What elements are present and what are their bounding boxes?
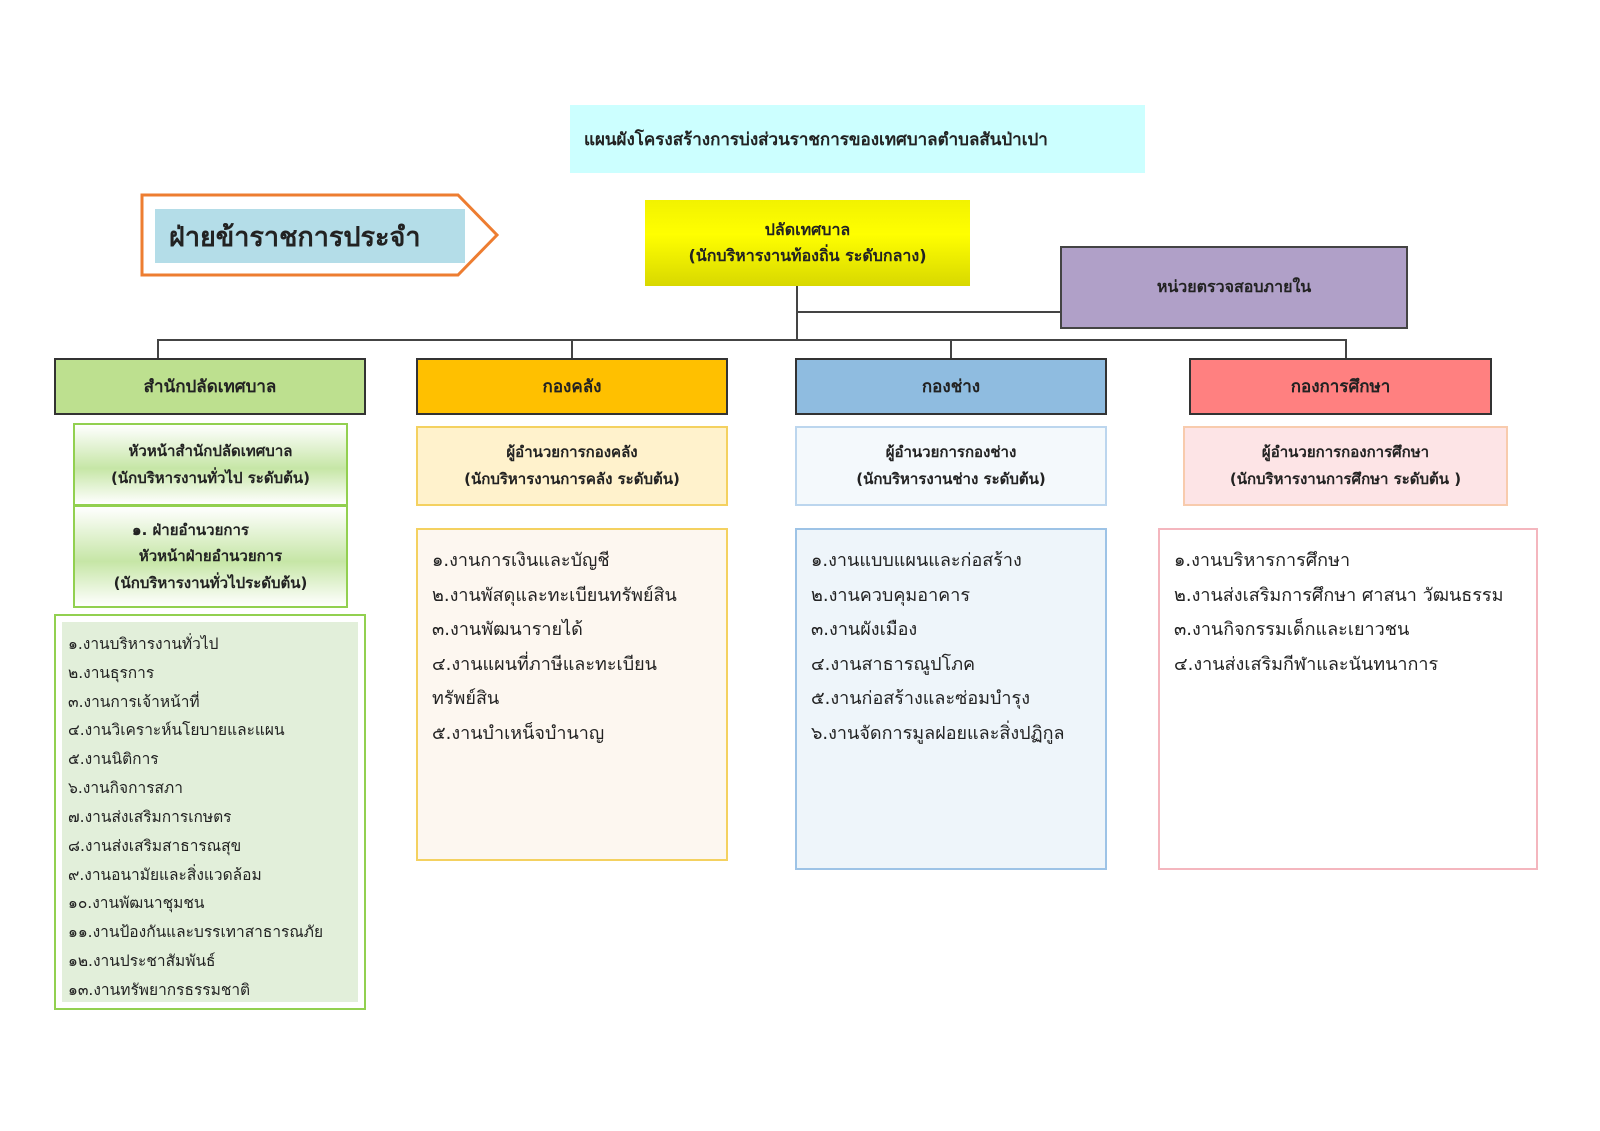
audit-link-line [796, 311, 1060, 313]
page-title: แผนผังโครงสร้างการบ่งส่วนราชการของเทศบาลตำบลสันป่าเปา [570, 105, 1145, 173]
list-item: ๔.งานสาธารณูปโภค [811, 653, 976, 675]
list-item: ทรัพย์สิน [432, 688, 500, 710]
list-item: ๓.งานการเจ้าหน้าที่ [68, 692, 200, 711]
chief-title: ปลัดเทศบาล [764, 219, 851, 239]
list-item: ๔.งานส่งเสริมกีฬาและนันทนาการ [1174, 653, 1439, 675]
dept-tasks-1 [54, 614, 366, 1010]
list-item: ๑.งานแบบแผนและก่อสร้าง [811, 550, 1022, 571]
dept-header-3: กองช่าง [795, 358, 1107, 415]
dept-sub-1 [73, 506, 348, 608]
audit-box: หน่วยตรวจสอบภายใน [1060, 246, 1408, 329]
dept-header-2: กองคลัง [416, 358, 728, 415]
chief-down-line [796, 286, 798, 341]
list-item: ๒.งานส่งเสริมการศึกษา ศาสนา วัฒนธรรม [1174, 584, 1504, 606]
dept-head-1-rank: (นักบริหารงานทั่วไป ระดับต้น) [111, 468, 310, 487]
dept-head-4-rank: (นักบริหารงานการศึกษา ระดับต้น ) [1229, 470, 1462, 488]
list-item: ๕.งานก่อสร้างและซ่อมบำรุง [811, 688, 1030, 710]
dept-tasks-4 [1158, 528, 1538, 870]
list-item: ๑๓.งานทรัพยากรธรรมชาติ [68, 980, 251, 999]
list-item: ๒.งานพัสดุและทะเบียนทรัพย์สิน [432, 584, 677, 606]
chief-rank: (นักบริหารงานท้องถิ่น ระดับกลาง) [688, 246, 927, 265]
list-item: ๒.งานธุรการ [68, 663, 155, 682]
dept-sub-1-title: หัวหน้าฝ่ายอำนวยการ [138, 547, 283, 566]
list-item: ๔.งานวิเคราะห์นโยบายและแผน [68, 721, 285, 740]
dept-header-4: กองการศึกษา [1189, 358, 1492, 415]
dept-head-3-rank: (นักบริหารงานช่าง ระดับต้น) [856, 470, 1046, 488]
dept-head-3-title: ผู้อำนวยการกองช่าง [885, 443, 1017, 461]
list-item: ๕.งานนิติการ [68, 750, 159, 769]
dept-head-4-title: ผู้อำนวยการกองการศึกษา [1261, 443, 1430, 461]
list-item: ๓.งานกิจกรรมเด็กและเยาวชน [1174, 619, 1410, 641]
dept2-drop-line [571, 339, 573, 358]
dept4-drop-line [1345, 339, 1347, 358]
list-item: ๖.งานจัดการมูลฝอยและสิ่งปฏิกูล [811, 722, 1065, 744]
list-item: ๘.งานส่งเสริมสาธารณสุข [68, 836, 242, 855]
dept-head-1 [73, 423, 348, 506]
list-item: ๑.งานการเงินและบัญชี [432, 550, 610, 571]
arrow-tag-label: ฝ่ายข้าราชการประจำ [155, 209, 465, 263]
dept-head-1-title: หัวหน้าสำนักปลัดเทศบาล [128, 441, 293, 460]
list-item: ๓.งานพัฒนารายได้ [432, 619, 583, 641]
dept-tasks-2 [416, 528, 728, 861]
list-item: ๔.งานแผนที่ภาษีและทะเบียน [432, 653, 657, 675]
dept3-drop-line [950, 339, 952, 358]
list-item: ๑.งานบริหารงานทั่วไป [68, 635, 219, 653]
dept-tasks-3 [795, 528, 1107, 870]
dept-bus-line [157, 339, 1346, 341]
dept-head-2 [416, 426, 728, 506]
list-item: ๑๒.งานประชาสัมพันธ์ [68, 952, 216, 971]
list-item: ๑๑.งานป้องกันและบรรเทาสาธารณภัย [68, 923, 324, 942]
list-item: ๑๐.งานพัฒนาชุมชน [68, 894, 205, 913]
dept-head-2-title: ผู้อำนวยการกองคลัง [506, 443, 638, 461]
dept-sub-1-rank: (นักบริหารงานทั่วไประดับต้น) [113, 573, 308, 592]
list-item: ๙.งานอนามัยและสิ่งแวดล้อม [68, 865, 262, 884]
list-item: ๗.งานส่งเสริมการเกษตร [68, 807, 232, 826]
list-item: ๖.งานกิจการสภา [68, 779, 183, 798]
dept-head-2-rank: (นักบริหารงานการคลัง ระดับต้น) [464, 470, 680, 488]
list-item: ๕.งานบำเหน็จบำนาญ [432, 722, 605, 744]
chief-box [645, 200, 970, 286]
dept-header-1: สำนักปลัดเทศบาล [54, 358, 366, 415]
list-item: ๓.งานผังเมือง [811, 619, 918, 641]
dept-head-3 [795, 426, 1107, 506]
dept1-drop-line [157, 339, 159, 358]
dept-head-4 [1183, 426, 1508, 506]
list-item: ๒.งานควบคุมอาคาร [811, 584, 971, 606]
list-item: ๑.งานบริหารการศึกษา [1174, 550, 1351, 571]
dept-sub-1-unit: ๑. ฝ่ายอำนวยการ [132, 521, 249, 540]
